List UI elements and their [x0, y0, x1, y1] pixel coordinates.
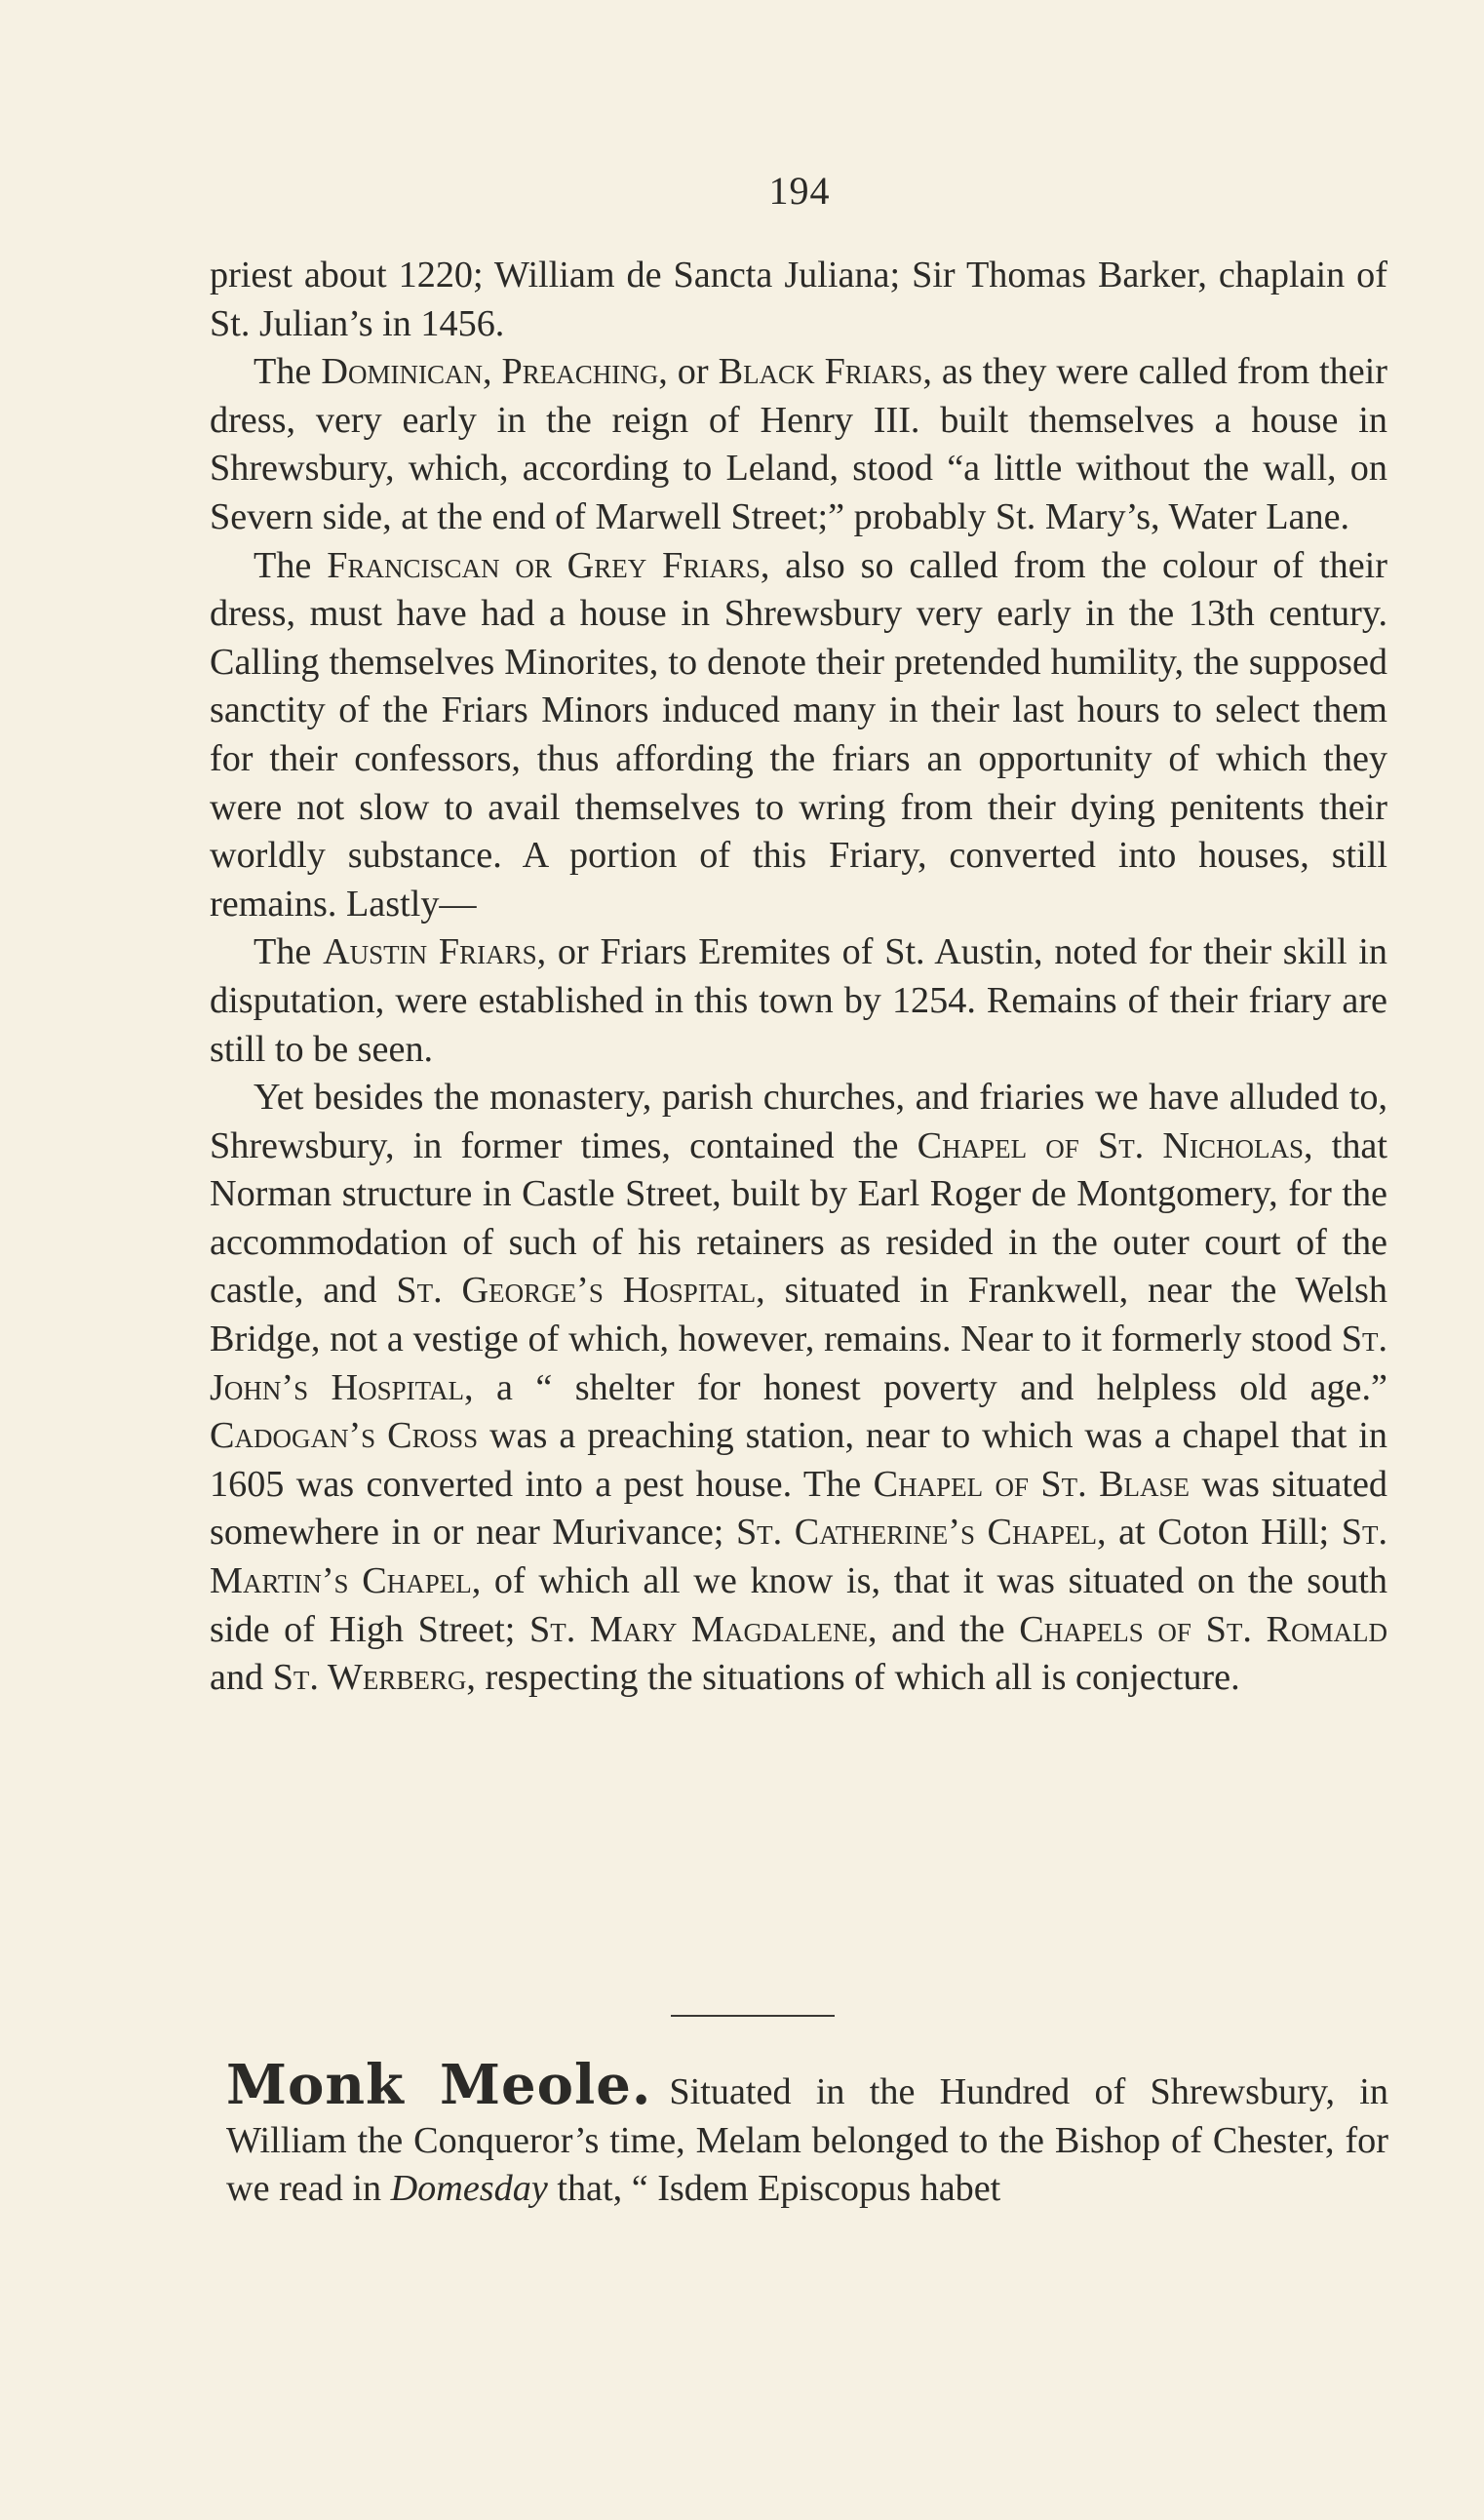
paragraph: [210, 542, 1387, 929]
text-run: The: [254, 931, 324, 973]
text-run: , at Coton Hill;: [1097, 1512, 1342, 1554]
small-caps-name: Chapel of St. Nicholas: [917, 1124, 1304, 1166]
text-run: , of which all we know is, that it was situated on the south side of High Street;: [210, 1560, 1387, 1650]
small-caps-name: Austin Friars: [323, 931, 537, 973]
small-caps-name: Franciscan or Grey Friars: [327, 544, 761, 586]
text-run: ,: [482, 351, 502, 393]
section-divider: [671, 2015, 835, 2017]
text-run: , and the: [867, 1608, 1020, 1650]
text-run: , situated in Frankwell, near the Welsh Bridge, not a vestige of which, however, remains. Near to it formerly stood: [210, 1270, 1387, 1360]
text-run: that, “ Isdem Episcopus habet: [547, 2168, 1001, 2210]
small-caps-name: St. Werberg: [272, 1657, 467, 1699]
text-run: , also so called from the colour of their dress, must have had a house in Shrewsbury very early in the 13th century. Calling themselves Minorites, to denote their pretended humility, the supposed sanctity of the Friars Minors induced many in their last hours to select them for their confessors, thus affording the friars an opportunity of which they were not slow to avail themselves to wring from their dying penitents their worldly substance. A portion of this Friary, converted into houses, still remains. Lastly—: [210, 544, 1387, 925]
section-paragraph: [226, 2053, 1388, 2214]
paragraph: [210, 928, 1387, 1074]
text-run: The: [254, 544, 328, 586]
body-text: [210, 252, 1387, 1703]
small-caps-name: St. Mary Magdalene: [529, 1608, 868, 1650]
text-run: , that Norman structure in Castle Street, built by Earl Roger de Montgomery, for the accommodation of such of his retainers as resided in the outer court of the castle, and: [210, 1124, 1387, 1312]
paragraph: [210, 252, 1387, 348]
small-caps-name: St. George’s Hospital: [396, 1270, 757, 1312]
text-run: , or Friars Eremites of St. Austin, noted for their skill in disputation, were established in this town by 1254. Remains of their friary are still to be seen.: [210, 931, 1388, 1070]
paragraph: [210, 348, 1387, 541]
text-run: was a preaching station, near to which was a chapel that in 1605 was converted into a pest house. The: [210, 1415, 1387, 1505]
text-run: , respecting the situations of which all is conjecture.: [466, 1657, 1240, 1699]
text-run: priest about 1220; William de Sancta Juliana; Sir Thomas Barker, chaplain of St. Julian’s in 1456.: [210, 255, 1387, 344]
paragraph: [210, 1074, 1387, 1703]
text-run: Yet besides the monastery, parish churches, and friaries we have alluded to, Shrewsbury, in former times, contained the: [210, 1077, 1387, 1166]
text-run: The: [254, 351, 322, 393]
section-heading: Monk Meole.: [226, 2053, 652, 2117]
italic-text: Domesday: [390, 2168, 548, 2210]
small-caps-name: Chapel of St. Blase: [873, 1463, 1191, 1505]
small-caps-name: St. John’s Hospital: [210, 1319, 1387, 1408]
text-run: Situated in the Hundred of Shrewsbury, in William the Conqueror’s time, Melam belonged to the Bishop of Chester, for we read in: [226, 2071, 1388, 2210]
text-run: , a “ shelter for honest poverty and helpless old age.”: [463, 1366, 1387, 1408]
text-run: and: [210, 1657, 273, 1699]
small-caps-name: St. Catherine’s Chapel: [735, 1512, 1097, 1554]
text-run: , or: [658, 351, 719, 393]
page-number: 194: [768, 169, 831, 213]
text-run: , as they were called from their dress, very early in the reign of Henry III. built themselves a house in Shrewsbury, which, according to Leland, stood “a little without the wall, on Severn side, at the end of Marwell Street;” probably St. Mary’s, Water Lane.: [210, 351, 1387, 537]
text-run: was situated somewhere in or near Murivance;: [210, 1463, 1387, 1554]
small-caps-name: St. Martin’s Chapel: [210, 1512, 1388, 1602]
small-caps-name: Chapels of St. Romald: [1019, 1608, 1387, 1650]
small-caps-name: Dominican: [321, 351, 483, 393]
small-caps-name: Preaching: [501, 351, 659, 393]
small-caps-name: Black Friars: [718, 351, 923, 393]
section-monk-meole: [226, 2053, 1388, 2214]
small-caps-name: Cadogan’s Cross: [210, 1415, 479, 1457]
